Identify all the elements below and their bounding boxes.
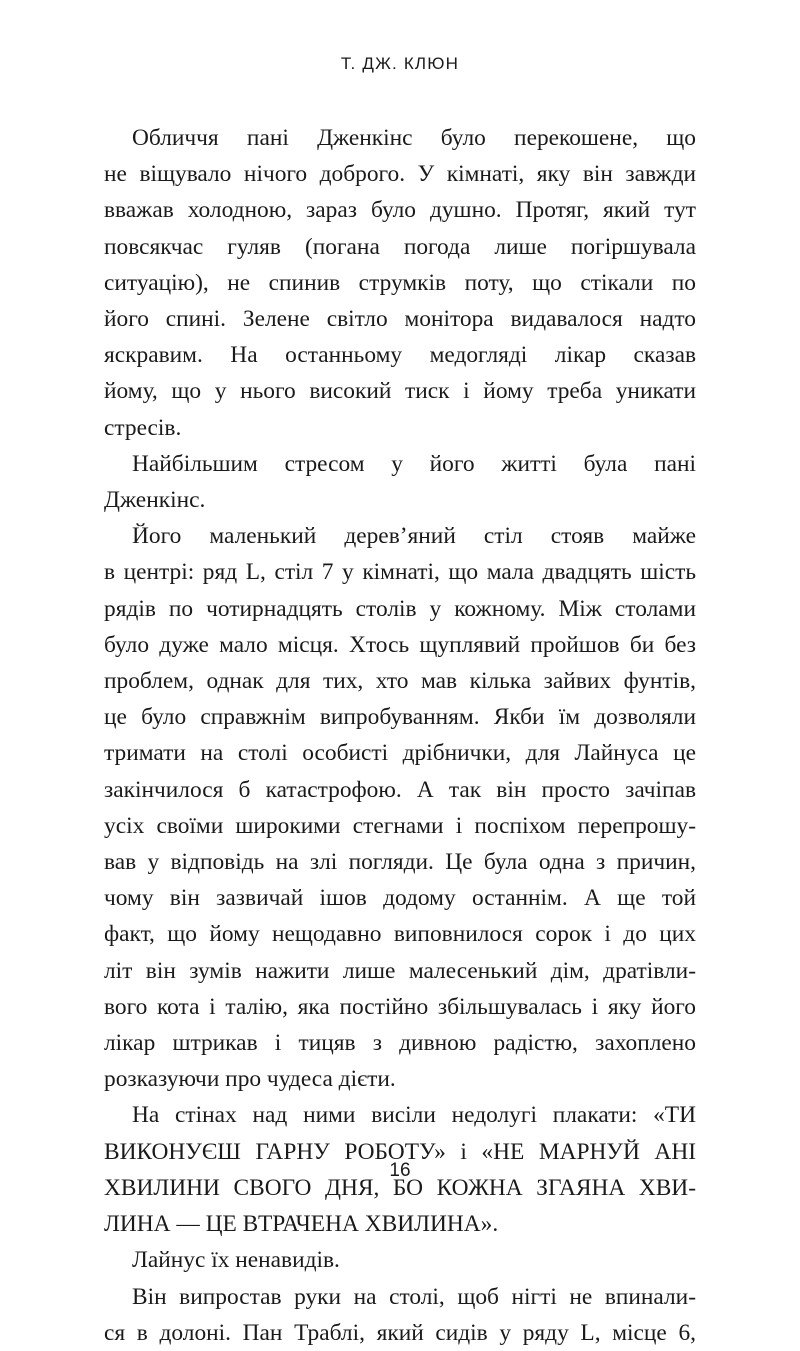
text-line: Він випростав руки на столі, щоб нігті не впинали- [132, 1283, 696, 1310]
paragraph [104, 120, 696, 446]
text-line: лікар штрикав і тицяв з дивною радістю, захоплено [104, 1030, 696, 1057]
text-line: Лайнус їх ненавидів. [132, 1247, 340, 1274]
text-line: чому він зазвичай ішов додому останнім. А ще той [104, 885, 696, 912]
text-line: закінчилося б катастрофою. А так він просто зачіпав [104, 776, 696, 803]
text-line: було дуже мало місця. Хтось щуплявий пройшов би без [104, 631, 696, 658]
running-header: Т. ДЖ. КЛЮН [340, 54, 460, 73]
text-line: йому, що у нього високий тиск і йому треба уникати [104, 378, 696, 405]
text-line: усіх своїми широкими стегнами і поспіхом перепрошу- [104, 812, 696, 839]
text-line: його спині. Зелене світло монітора видавалося надто [104, 306, 696, 333]
text-line: вого кота і талію, яка постійно збільшувалась і яку його [104, 993, 696, 1020]
paragraph [104, 1279, 696, 1351]
text-line: Обличчя пані Дженкінс було перекошене, що [132, 125, 696, 151]
text-line: тримати на столі особисті дрібнички, для Лайнуса це [104, 740, 696, 767]
text-line: ВИКОНУЄШ ГАРНУ РОБОТУ» і «НЕ МАРНУЙ АНІ [104, 1138, 696, 1165]
text-line: яскравим. На останньому медогляді лікар сказав [104, 342, 696, 369]
paragraph [104, 1242, 696, 1278]
text-line: ся в долоні. Пан Траблі, який сидів у ряду L, місце 6, [104, 1319, 696, 1346]
text-line: не віщувало нічого доброго. У кімнаті, яку він завжди [104, 161, 696, 188]
paragraph [104, 518, 696, 1097]
text-line: ХВИЛИНИ СВОГО ДНЯ, БО КОЖНА ЗГАЯНА ХВИ- [104, 1174, 696, 1201]
text-line: факт, що йому нещодавно виповнилося сорок і до цих [104, 921, 696, 948]
text-line: це було справжнім випробуванням. Якби їм дозволяли [104, 704, 696, 731]
text-line: ситуацію), не спинив струмків поту, що стікали по [104, 269, 696, 296]
page-number: 16 [389, 1160, 411, 1181]
text-line: Його маленький дерев’яний стіл стояв майже [132, 523, 696, 550]
text-line: літ він зумів нажити лише малесенький дім, дратівли- [104, 957, 696, 984]
paragraph [104, 446, 696, 518]
text-line: рядів по чотирнадцять столів у кожному. Між столами [104, 595, 696, 622]
text-line: На стінах над ними висіли недолугі плакати: «ТИ [132, 1102, 696, 1129]
text-line: проблем, однак для тих, хто мав кілька зайвих фунтів, [104, 668, 696, 695]
text-line: Дженкінс. [104, 487, 206, 514]
text-line: вав у відповідь на злі погляди. Це була одна з причин, [104, 849, 696, 876]
text-line: повсякчас гуляв (погана погода лише погіршувала [104, 233, 696, 260]
text-line: ЛИНА — ЦЕ ВТРАЧЕНА ХВИЛИНА». [104, 1211, 499, 1238]
text-line: стресів. [104, 414, 182, 441]
text-line: Найбільшим стресом у його житті була пані [132, 450, 696, 477]
text-line: вважав холодною, зараз було душно. Протяг, який тут [104, 197, 696, 224]
text-line: в центрі: ряд L, стіл 7 у кімнаті, що мала двадцять шість [104, 559, 696, 586]
text-line: розказуючи про чудеса дієти. [104, 1066, 396, 1093]
